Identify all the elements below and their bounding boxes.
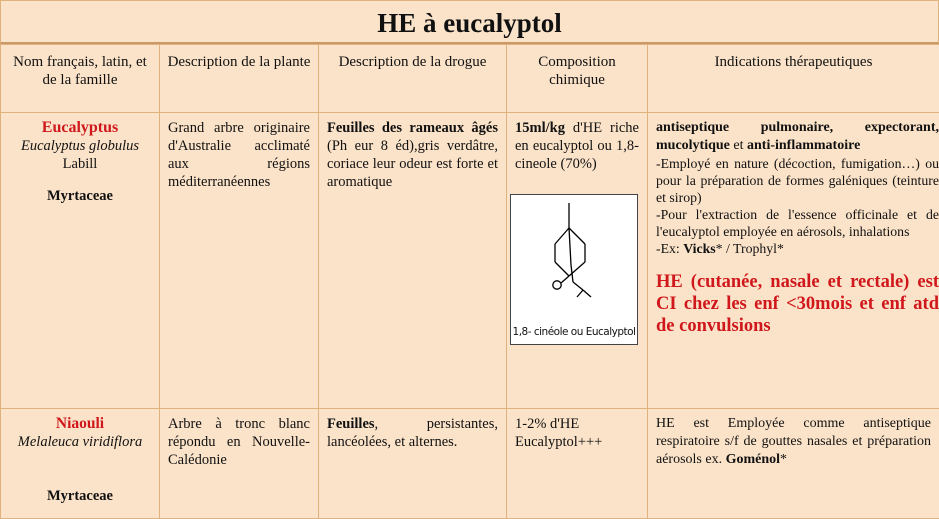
plant-common-name: Niaouli [9,415,151,433]
plant-family: Myrtaceae [9,187,151,205]
drug-bold: Feuilles des rameaux âgés [327,120,498,136]
cell-plant-description: Arbre à tronc blanc répondu en Nouvelle-Calédonie [160,409,319,519]
contraindication-warning: HE (cutanée, nasale et rectale) est CI chez les enf <30mois et enf atd de convulsions [656,271,939,337]
indication-example [656,240,939,257]
header-name: Nom français, latin, et de la famille [1,45,160,113]
header-composition: Composition chimique [507,45,648,113]
plant-author: Labill [9,155,151,173]
plant-latin-name: Melaleuca viridiflora [9,433,151,451]
header-row [1,45,939,113]
composition-line-1: 1-2% d'HE [515,415,639,433]
plant-family: Myrtaceae [9,487,151,505]
drug-rest: , persistantes, lancéolées, et alternes. [327,416,498,450]
table-row-niaouli [1,409,939,519]
cell-drug-description [319,409,507,519]
cell-drug-description [319,113,507,409]
composition-bold: 15ml/kg [515,120,565,136]
eucalyptol-table [0,44,939,519]
cell-indications [648,113,939,409]
example-bold: Vicks [683,241,715,256]
indication-tail: * [780,452,787,467]
indication-text: HE est Employée comme antiseptique respiratoire s/f de gouttes nasales et préparation aérosols ex. [656,416,931,467]
cell-composition [507,409,648,519]
header-indications: Indications thérapeutiques [648,45,939,113]
composition-rest: d'HE riche en eucalyptol ou 1,8-cineole (70%) [515,120,639,172]
molecule-caption: 1,8- cinéole ou Eucalyptol [511,323,637,341]
drug-rest: (Ph eur 8 éd),gris verdâtre, coriace leur odeur est forte et aromatique [327,138,498,190]
header-drug: Description de la drogue [319,45,507,113]
cell-name [1,409,160,519]
cell-plant-description: Grand arbre originaire d'Australie acclimaté aux régions méditerranéennes [160,113,319,409]
plant-latin-name: Eucalyptus globulus [9,137,151,155]
indication-and: et [730,138,747,153]
indication-use-2: -Pour l'extraction de l'essence officinale et de l'eucalyptol employée en aérosols, inhalations [656,206,939,240]
drug-bold: Feuilles [327,416,375,432]
cineole-structure-image [510,194,638,345]
cell-composition [507,113,648,409]
table-row-eucalyptus [1,113,939,409]
indication-use-1: -Employé en nature (décoction, fumigation…) ou pour la préparation de formes galéniques (teinture et sirop) [656,155,939,206]
plant-common-name: Eucalyptus [9,119,151,137]
example-rest: * / Trophyl* [716,241,784,256]
example-prefix: -Ex: [656,241,683,256]
header-plant: Description de la plante [160,45,319,113]
composition-line-2: Eucalyptol+++ [515,433,639,451]
indication-bold-2: anti-inflammatoire [747,138,860,153]
cell-name [1,113,160,409]
cineole-structure-icon [511,195,637,344]
cell-indications [648,409,939,519]
table-title: HE à eucalyptol [0,0,939,44]
indication-bold: Goménol [726,452,780,467]
indication-bold-1: antiseptique pulmonaire, expectorant, mucolytique [656,120,939,153]
